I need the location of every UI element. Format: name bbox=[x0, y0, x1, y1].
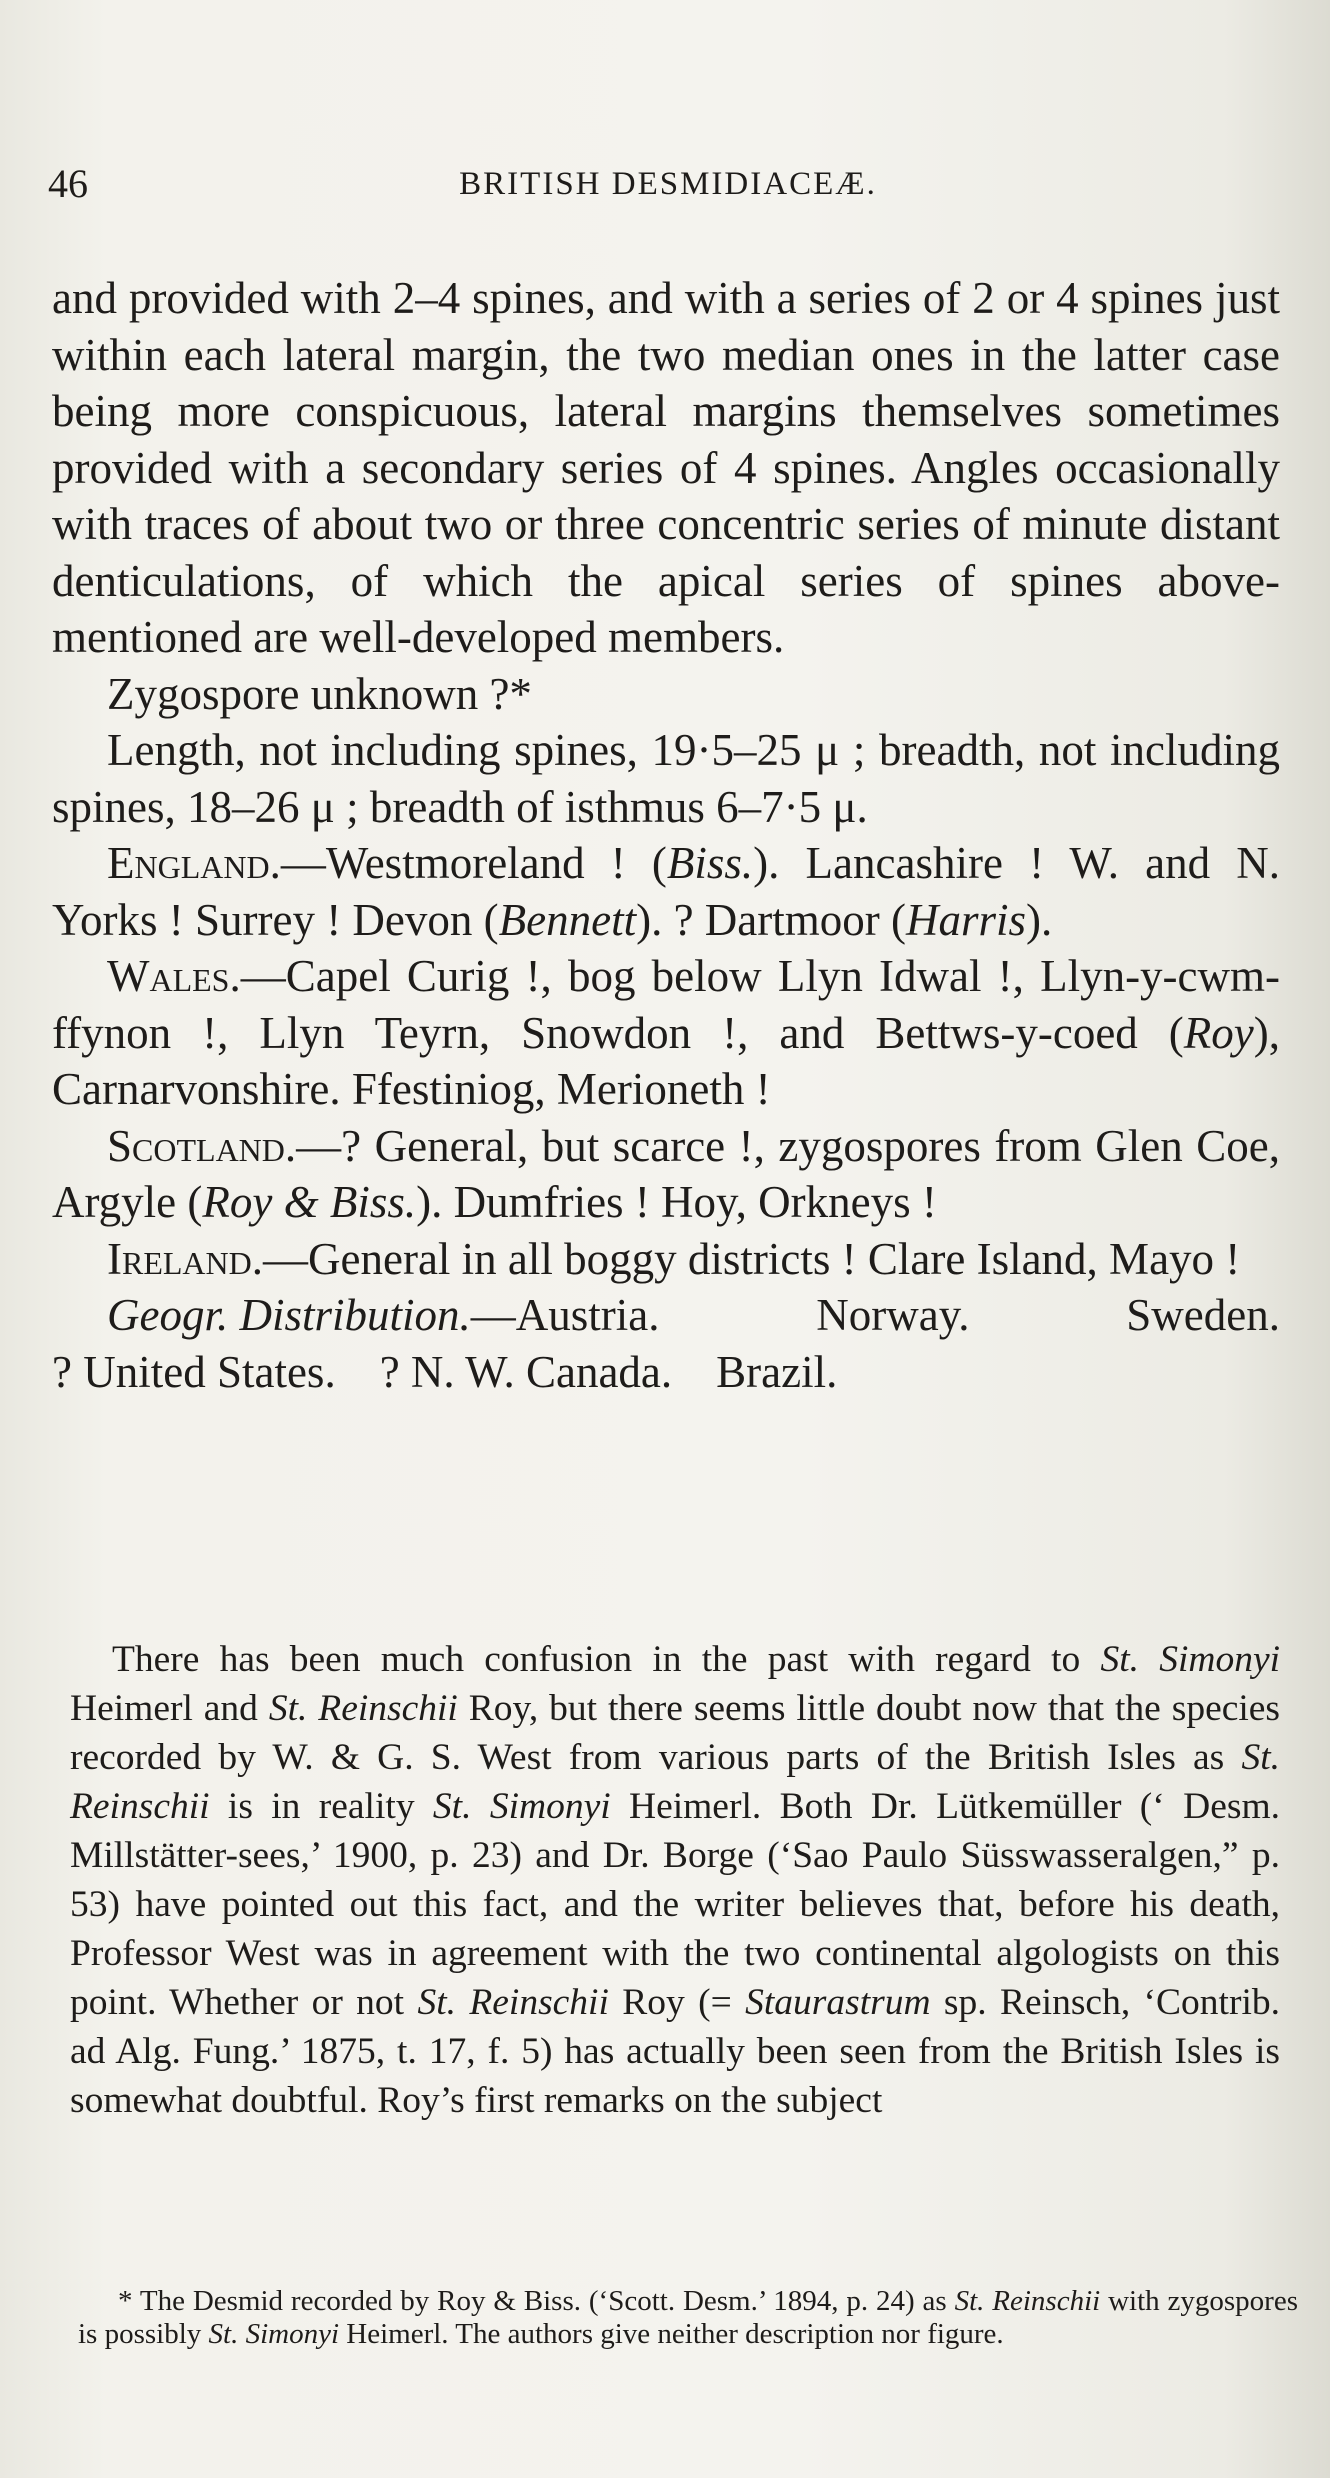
distribution-country: Norway. bbox=[816, 1290, 970, 1340]
running-title: BRITISH DESMIDIACEÆ. bbox=[459, 166, 877, 202]
distribution-country: ? N. W. Canada. bbox=[379, 1346, 673, 1397]
england-record: England.—Westmoreland ! (Biss.). Lancashire ! W. and N. Yorks ! Surrey ! Devon (Bennett). ? Dartmoor (Harris). bbox=[52, 838, 1280, 945]
footnote: * The Desmid recorded by Roy & Biss. (‘Scott. Desm.’ 1894, p. 24) as St. Reinschii with zygospores is possibly St. Simonyi Heimerl. The authors give neither description nor figure. bbox=[78, 2285, 1298, 2350]
scotland-record: Scotland.—? General, but scarce !, zygospores from Glen Coe, Argyle (Roy & Biss.). Dumfries ! Hoy, Orkneys ! bbox=[52, 1120, 1280, 1227]
distribution-country: Brazil. bbox=[716, 1346, 838, 1397]
description-paragraph: and provided with 2–4 spines, and with a series of 2 or 4 spines just within each lateral margin, the two median ones in the latter case being more conspicuous, lateral margins themselves sometimes provided with a secondary series of 4 spines. Angles occasionally with traces of about two or three concentric series of minute distant denticulations, of which the apical series of spines above-mentioned are well-developed members. bbox=[52, 273, 1280, 662]
region-label-england: England. bbox=[107, 838, 281, 888]
distribution-country: Sweden. bbox=[1126, 1290, 1280, 1340]
distribution-label: Geogr. Distribution. bbox=[107, 1290, 471, 1340]
region-label-ireland: Ireland. bbox=[107, 1233, 264, 1284]
note-paragraph: There has been much confusion in the past with regard to St. Simonyi Heimerl and St. Reinschii Roy, but there seems little doubt now that the species recorded by W. & G. S. West from various parts of the British Isles as St. Reinschii is in reality St. Simonyi Heimerl. Both Dr. Lütkemüller (‘ Desm. Millstätter-sees,’ 1900, p. 23) and Dr. Borge (‘Sao Paulo Süsswasseralgen,” p. 53) have pointed out this fact, and the writer believes that, before his death, Professor West was in agreement with the two continental algologists on this point. Whether or not St. Reinschii Roy (= Staurastrum sp. Reinsch, ‘Contrib. ad Alg. Fung.’ 1875, t. 17, f. 5) has actually been seen from the British Isles is somewhat doubtful. Roy’s first remarks on the subject bbox=[70, 1639, 1281, 2121]
distribution-country: ? United States. bbox=[52, 1346, 336, 1397]
running-header bbox=[48, 160, 1288, 220]
measurements-paragraph: Length, not including spines, 19·5–25 μ ; breadth, not including spines, 18–26 μ ; breadth of isthmus 6–7·5 μ. bbox=[52, 725, 1280, 832]
distribution-lead: Geogr. Distribution.—Austria. bbox=[107, 1290, 660, 1340]
region-label-scotland: Scotland. bbox=[107, 1120, 297, 1171]
distribution-row-1 bbox=[52, 1287, 1280, 1344]
main-text bbox=[52, 270, 1280, 1400]
region-label-wales: Wales. bbox=[107, 951, 241, 1001]
zygospore-line: Zygospore unknown ?* bbox=[107, 668, 532, 719]
ireland-record: Ireland.—General in all boggy districts ! Clare Island, Mayo ! bbox=[107, 1233, 1241, 1284]
page-number: 46 bbox=[48, 161, 88, 206]
wales-record: Wales.—Capel Curig !, bog below Llyn Idwal !, Llyn-y-cwm-ffynon !, Llyn Teyrn, Snowdon !, and Bettws-y-coed (Roy), Carnarvonshire. Ffestiniog, Merioneth ! bbox=[52, 951, 1280, 1114]
distribution-row-2 bbox=[52, 1344, 1280, 1401]
